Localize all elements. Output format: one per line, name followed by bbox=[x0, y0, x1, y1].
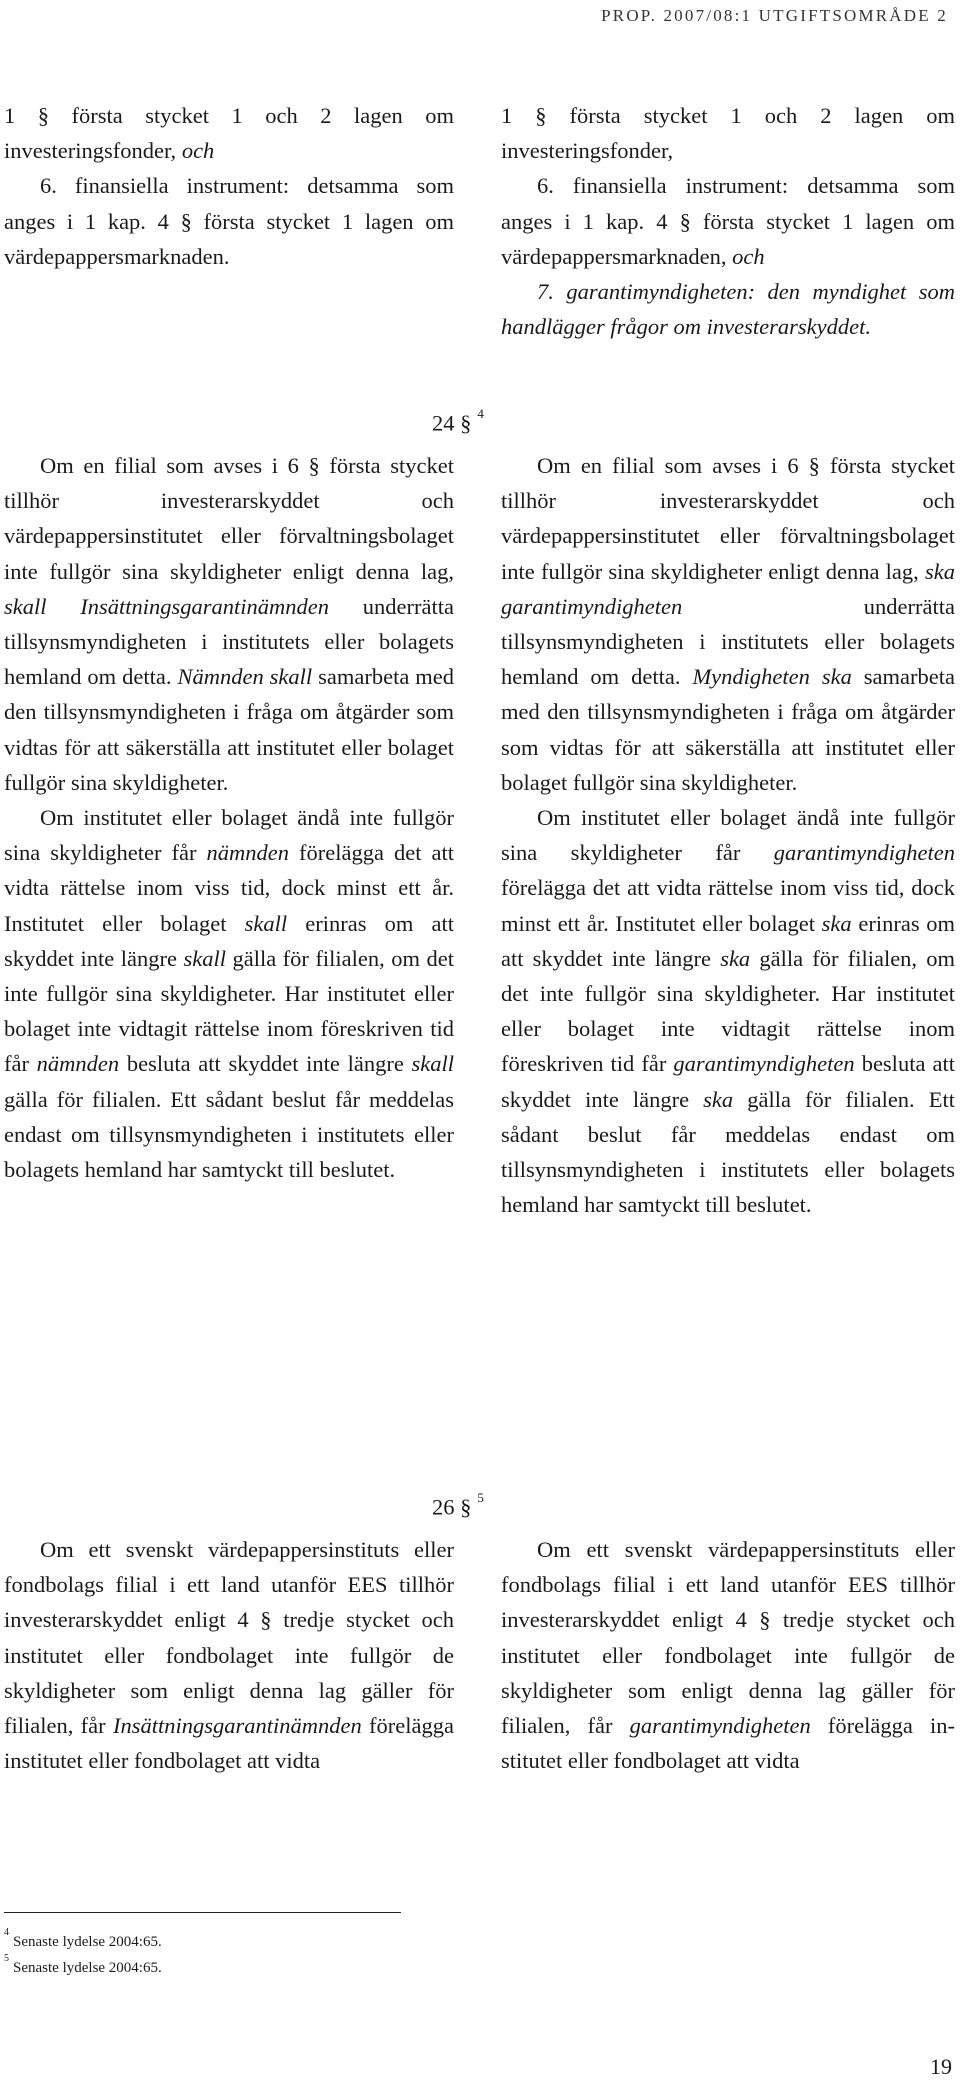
footnote-divider bbox=[4, 1912, 401, 1913]
right-column-sec24 bbox=[501, 448, 955, 1222]
section-number: 26 § bbox=[432, 1494, 472, 1520]
section-24-heading bbox=[432, 406, 484, 437]
definition-italic: och bbox=[732, 243, 765, 269]
section-26-heading bbox=[432, 1490, 484, 1521]
definition-item bbox=[4, 98, 454, 168]
paragraph: Om ett svenskt värdepappersinstituts eller fondbolags filial i ett land utanför EES tillhör investerarskyddet enligt 4 § tredje stycket och institutet eller fondbolaget inte fullgör de skyldigheter som enligt denna lag gäller för filialen, får Insättningsgarantinämnden förelägga institutet eller fondbolaget att vidta bbox=[4, 1537, 454, 1774]
right-column-definitions bbox=[501, 98, 955, 344]
paragraph: Om ett svenskt värdepappersinstituts eller fondbolags filial i ett land utanför EES tillhör investerarskyddet enligt 4 § tredje stycket och institutet eller fondbolaget inte fullgör de skyldigheter som enligt denna lag gäller för filialen, får garantimyndigheten förelägga institutet eller fondbolaget att vidta bbox=[501, 1537, 955, 1774]
footnote-ref: 5 bbox=[477, 1490, 484, 1505]
left-column-sec24 bbox=[4, 448, 454, 1187]
footnote-text: Senaste lydelse 2004:65. bbox=[13, 1960, 162, 1976]
paragraph: Om institutet eller bolaget ändå inte fullgör sina skyldigheter får nämnden förelägga det att vidta rättelse inom viss tid, dock minst ett år. Institutet eller bolaget skall erinras om att skyddet inte längre skall gälla för filialen, om det inte fullgör sina skyldigheter. Har institutet eller bolaget inte vidtagit rättelse inom föreskriven tid får nämnden besluta att skyddet inte längre skall gälla för filialen. Ett sådant beslut får meddelas endast om tillsynsmyndigheten i institutets eller bolagets hemland har samtyckt till beslutet. bbox=[4, 805, 454, 1183]
paragraph: Om institutet eller bolaget ändå inte fullgör sina skyldigheter får garantimyndigheten förelägga det att vidta rättelse inom viss tid, dock minst ett år. Institutet eller bolaget ska erinras om att skyddet inte längre ska gälla för filialen, om det inte fullgör sina skyldigheter. Har institutet eller bolaget inte vidtagit rättelse inom föreskriven tid får garantimyndigheten besluta att skyddet inte längre ska gälla för filialen. Ett sådant beslut får meddelas endast om tillsynsmyndigheten i institutets eller bolagets hemland har samtyckt till beslutet. bbox=[501, 805, 956, 1218]
page-number: 19 bbox=[930, 2054, 952, 2079]
section-number: 24 § bbox=[432, 410, 472, 436]
left-column-sec26 bbox=[4, 1532, 454, 1778]
definition-text: 1 § första stycket 1 och 2 lagen om investeringsfonder, bbox=[4, 103, 454, 164]
paragraph: Om en filial som avses i 6 § första stycket tillhör investerarskyddet och värdepappersinstitutet eller förvaltningsbolaget inte fullgör sina skyldigheter enligt denna lag, skall Insättningsgarantinämnden underrätta tillsynsmyndigheten i institutets eller bolagets hemland om detta. Nämnden skall samarbeta med den tillsynsmyndigheten i fråga om åtgärder som vidtas för att säkerställa att institutet eller bolaget fullgör sina skyldigheter. bbox=[4, 453, 455, 795]
footnote-number: 4 bbox=[4, 1927, 9, 1938]
running-header: PROP. 2007/08:1 UTGIFTSOMRÅDE 2 bbox=[601, 6, 948, 25]
right-column-sec26 bbox=[501, 1532, 955, 1778]
left-column-definitions bbox=[4, 98, 454, 274]
definition-italic: och bbox=[181, 138, 215, 164]
definition-text: 6. finansiella instrument: detsamma som anges i 1 kap. 4 § första stycket 1 lagen om värdepappersmarknaden, bbox=[501, 173, 955, 269]
footnote bbox=[4, 1954, 162, 1978]
definition-item: 6. finansiella instrument: detsamma som anges i 1 kap. 4 § första stycket 1 lagen om värdepappersmarknaden. bbox=[4, 173, 454, 269]
definition-item: 1 § första stycket 1 och 2 lagen om investeringsfonder, bbox=[501, 103, 955, 164]
footnote-number: 5 bbox=[4, 1953, 9, 1964]
footnote-text: Senaste lydelse 2004:65. bbox=[13, 1934, 162, 1950]
footnote-ref: 4 bbox=[477, 406, 484, 421]
definition-new-text: 7. garantimyndigheten: den myndighet som handlägger frågor om investerarskyddet. bbox=[501, 279, 955, 340]
paragraph: Om en filial som avses i 6 § första stycket tillhör investerarskyddet och värdepappersinstitutet eller förvaltningsbolaget inte fullgör sina skyldigheter enligt denna lag, ska garantimyndigheten underrätta tillsynsmyndigheten i institutets eller bolagets hemland om detta. Myndigheten ska samarbeta med den tillsynsmyndigheten i fråga om åtgärder som vidtas för att säkerställa att institutet eller bolaget fullgör sina skyldigheter. bbox=[501, 453, 955, 795]
definition-item bbox=[501, 168, 955, 274]
footnote bbox=[4, 1928, 162, 1952]
definition-item-new bbox=[501, 274, 955, 344]
